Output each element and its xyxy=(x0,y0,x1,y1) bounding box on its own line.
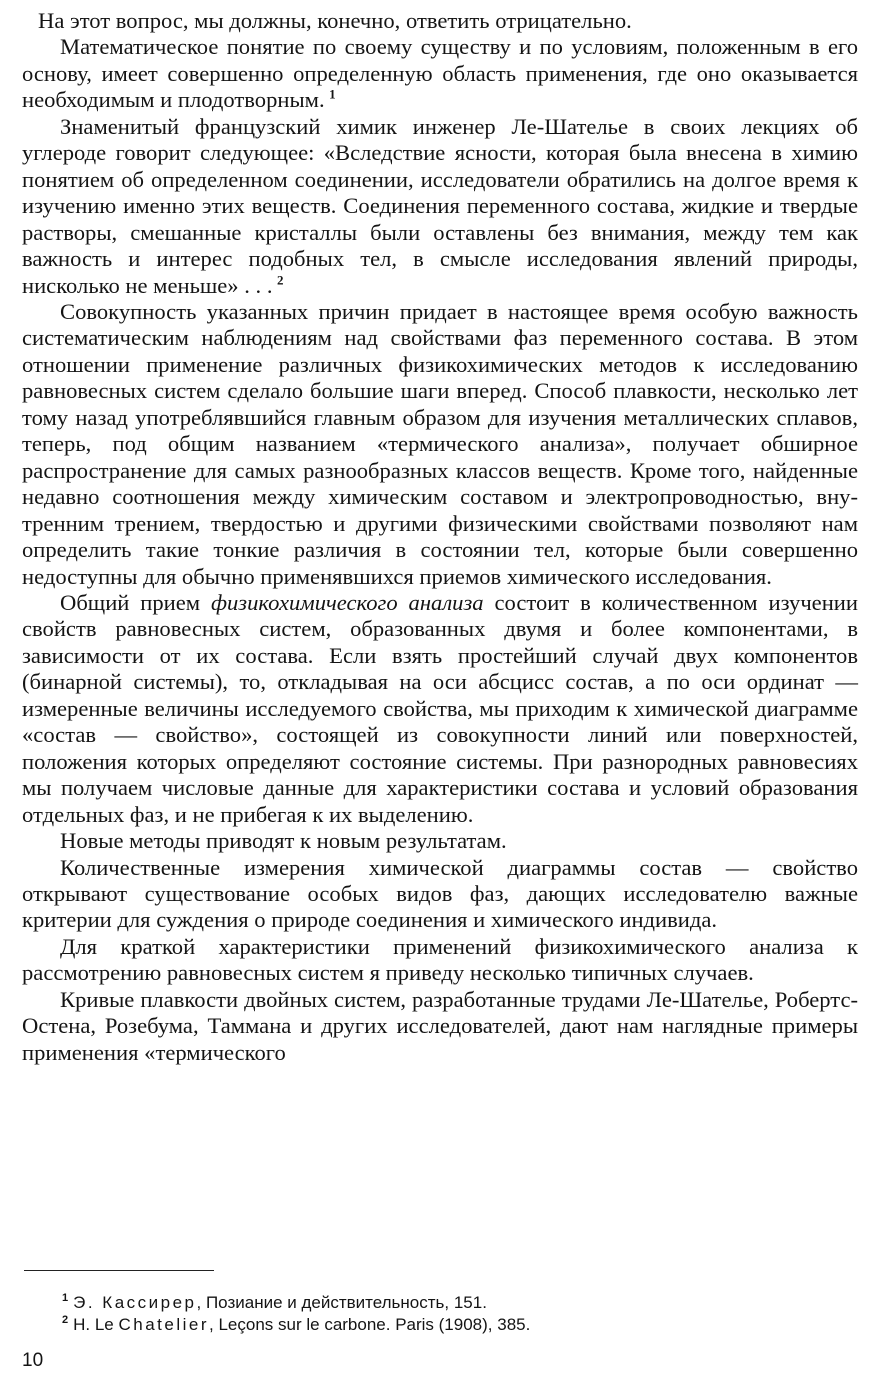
paragraph-4: Совокупность указанных причин придает в настоящее время особую важность систематическим наблюдениям над свойствами фаз переменного состава. В этом отношении применение различных физикохимических методов к исследованию равновесных систем сделало большие шаги вперед. Способ плавкости, несколько лет тому назад употреблявшийся главным образом для изучения металлических сплавов, теперь, под общим названием «термического анализа», получает обширное распространение для самых разнообразных классов веществ. Кроме того, найденные недавно соотношения между химическим составом и электропроводностью, внутренним трением, твердостью и другими физическими свойствами позволяют нам определить такие тонкие различия в состоянии тел, которые были совершенно недоступны для обычно применявшихся приемов химического исследования. xyxy=(22,298,858,589)
paragraph-2: Математическое понятие по своему существу и по условиям, положенным в его основу, имеет совершенно определенную область применения, где оно оказывается необходимым и плодотворным. $^1$ xyxy=(22,34,858,113)
footnote-ref-1[interactable]: 1 xyxy=(329,86,336,102)
footnote-1: $^1$ Э. Кассирер, Позиание и действительность, 151. xyxy=(62,1292,487,1312)
main-text xyxy=(22,8,858,1066)
paragraph-8: Для краткой характеристики применений физикохимического анализа к рассмотрению равновесных систем я приведу несколько типичных случаев. xyxy=(22,933,858,986)
footnote-1-author: Э. Кассирер xyxy=(73,1293,197,1312)
footnote-2: $^2$ H. Le Chatelier, Leçons sur le carbone. Paris (1908), 385. xyxy=(62,1314,531,1334)
emphasis-term: физикохимического анализа xyxy=(210,589,484,615)
paragraph-5: Общий прием физикохимического анализа состоит в количественном изучении свойств равновесных систем, образованных двумя и более компонентами, в зависимости от их состава. Если взять простейший случай двух компонентов (бинарной системы), то, откладывая на оси абсцисс состав, а по оси ординат — измеренные величины исследуемого свойства, мы приходим к химической диаграмме «состав — свойство», состоящей из совокупности линий или поверхностей, положения которых определяют состояние системы. При разнородных равновесиях мы получаем числовые данные для характеристики состава и условий образования отдельных фаз, и не прибегая к их выделению. xyxy=(22,589,858,827)
paragraph-6: Новые методы приводят к новым результатам. xyxy=(60,828,507,854)
footnote-mark-1: 1 xyxy=(62,1292,69,1305)
footnote-divider xyxy=(24,1270,214,1271)
paragraph-7: Количественные измерения химической диаграммы состав — свойство открывают существование особых видов фаз, дающих исследователю важные критерии для суждения о природе соединения и химического индивида. xyxy=(22,854,858,933)
paragraph-3: Знаменитый французский химик инженер Ле-Шателье в своих лекциях об углероде говорит следующее: «Вследствие ясности, которая была внесена в химию понятием об определенном соединении, исследователи обратились на долгое время к изучению именно этих веществ. Соединения переменного состава, жидкие и твердые растворы, смешанные кристаллы были оставлены без внимания, между тем как важность и интерес подобных тел, в смысле исследования явлений природы, нисколько не меньше» . . . $^2$ xyxy=(22,113,858,298)
footnote-ref-2[interactable]: 2 xyxy=(277,272,284,287)
page-number: 10 xyxy=(22,1350,44,1371)
paragraph-1: На этот вопрос, мы должны, конечно, ответить отрицательно. xyxy=(38,8,632,33)
footnote-mark-2: 2 xyxy=(62,1314,69,1327)
book-page xyxy=(22,8,858,1371)
footnotes xyxy=(22,1292,858,1336)
footnote-2-author: Chatelier xyxy=(118,1315,210,1334)
paragraph-9: Кривые плавкости двойных систем, разработанные трудами Ле-Шателье, Робертс-Остена, Розебума, Таммана и других исследователей, дают нам наглядные примеры применения «термического xyxy=(22,986,858,1065)
